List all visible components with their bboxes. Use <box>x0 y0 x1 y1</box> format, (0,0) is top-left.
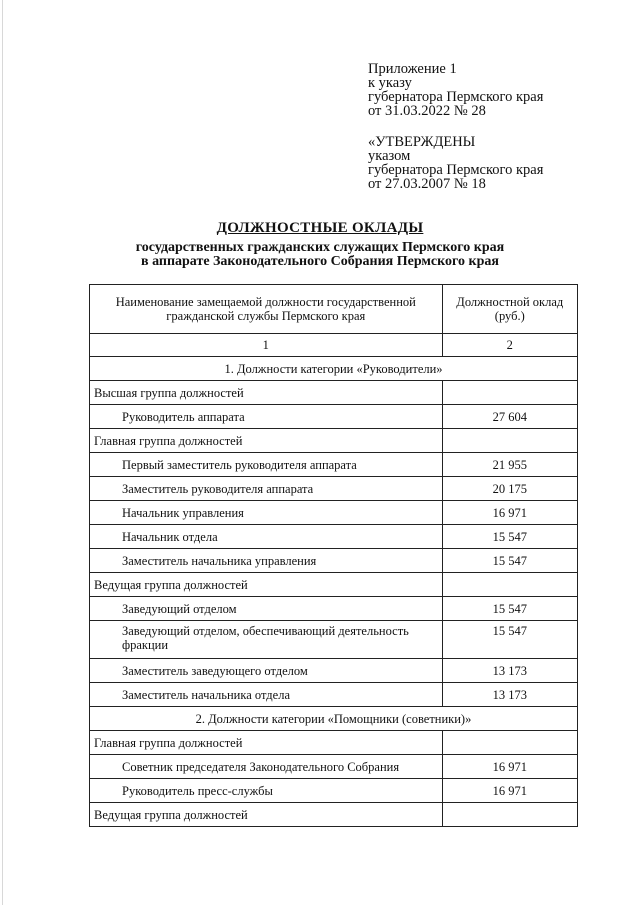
approved-block <box>368 135 543 191</box>
category-row <box>90 357 578 381</box>
approved-line-3: губернатора Пермского края <box>368 162 544 178</box>
table-row <box>90 621 578 659</box>
table-row <box>90 659 578 683</box>
header-salary: Должностной оклад (руб.) <box>442 285 577 334</box>
table-row <box>90 405 578 429</box>
position-name: Заведующий отделом <box>90 597 443 621</box>
position-name: Первый заместитель руководителя аппарата <box>90 453 443 477</box>
position-salary: 20 175 <box>442 477 577 501</box>
document-title: ДОЛЖНОСТНЫЕ ОКЛАДЫ <box>216 220 424 236</box>
appendix-block <box>368 62 543 118</box>
table-row <box>90 525 578 549</box>
table-row <box>90 779 578 803</box>
category-label: 2. Должности категории «Помощники (советники)» <box>90 707 578 731</box>
position-name: Заместитель начальника отдела <box>90 683 443 707</box>
position-salary: 27 604 <box>442 405 577 429</box>
position-salary: 15 547 <box>442 621 577 659</box>
position-name: Заместитель начальника управления <box>90 549 443 573</box>
approved-line-2: указом <box>368 148 411 164</box>
approved-line-4: от 27.03.2007 № 18 <box>368 176 486 192</box>
position-name: Начальник отдела <box>90 525 443 549</box>
group-label: Ведущая группа должностей <box>90 573 443 597</box>
position-salary: 21 955 <box>442 453 577 477</box>
group-label: Высшая группа должностей <box>90 381 443 405</box>
table-row <box>90 597 578 621</box>
position-salary: 13 173 <box>442 683 577 707</box>
position-name: Руководитель пресс-службы <box>90 779 443 803</box>
position-name: Начальник управления <box>90 501 443 525</box>
column-number-2: 2 <box>442 334 577 357</box>
position-name: Заведующий отделом, обеспечивающий деятельность фракции <box>90 621 443 659</box>
group-row <box>90 573 578 597</box>
position-salary: 16 971 <box>442 501 577 525</box>
appendix-line-4: от 31.03.2022 № 28 <box>368 103 486 119</box>
appendix-line-1: Приложение 1 <box>368 61 457 77</box>
position-salary: 15 547 <box>442 597 577 621</box>
table-row <box>90 549 578 573</box>
position-name: Советник председателя Законодательного Собрания <box>90 755 443 779</box>
document-subtitle <box>0 241 640 269</box>
group-label: Главная группа должностей <box>90 429 443 453</box>
scan-edge <box>2 0 3 905</box>
group-label: Главная группа должностей <box>90 731 443 755</box>
group-salary-empty <box>442 573 577 597</box>
group-salary-empty <box>442 381 577 405</box>
column-numbers-row <box>90 334 578 357</box>
category-row <box>90 707 578 731</box>
approved-line-1: «УТВЕРЖДЕНЫ <box>368 134 476 150</box>
group-label: Ведущая группа должностей <box>90 803 443 827</box>
position-salary: 16 971 <box>442 755 577 779</box>
table-row <box>90 501 578 525</box>
salary-table <box>89 284 578 827</box>
appendix-line-2: к указу <box>368 75 412 91</box>
group-salary-empty <box>442 803 577 827</box>
group-row <box>90 731 578 755</box>
position-salary: 13 173 <box>442 659 577 683</box>
group-salary-empty <box>442 429 577 453</box>
position-salary: 15 547 <box>442 525 577 549</box>
subtitle-line-2: в аппарате Законодательного Собрания Пермского края <box>141 254 499 269</box>
group-row <box>90 429 578 453</box>
group-salary-empty <box>442 731 577 755</box>
table-row <box>90 683 578 707</box>
appendix-line-3: губернатора Пермского края <box>368 89 544 105</box>
position-salary: 15 547 <box>442 549 577 573</box>
position-name: Заместитель заведующего отделом <box>90 659 443 683</box>
position-name: Заместитель руководителя аппарата <box>90 477 443 501</box>
table-row <box>90 755 578 779</box>
table-row <box>90 453 578 477</box>
subtitle-line-1: государственных гражданских служащих Пермского края <box>135 240 505 255</box>
category-label: 1. Должности категории «Руководители» <box>90 357 578 381</box>
header-position-name: Наименование замещаемой должности государственной гражданской службы Пермского края <box>90 285 443 334</box>
position-salary: 16 971 <box>442 779 577 803</box>
table-header-row <box>90 285 578 334</box>
table-row <box>90 477 578 501</box>
position-name: Руководитель аппарата <box>90 405 443 429</box>
group-row <box>90 803 578 827</box>
column-number-1: 1 <box>90 334 443 357</box>
group-row <box>90 381 578 405</box>
